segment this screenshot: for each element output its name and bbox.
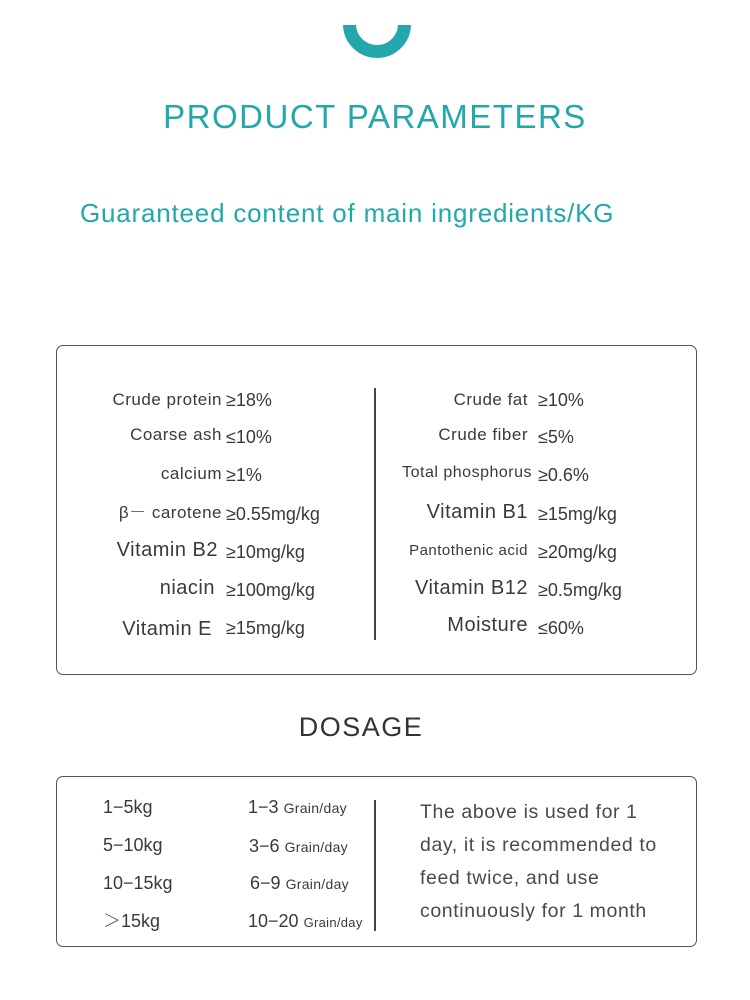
parameters-divider — [374, 388, 376, 640]
param-name-crude-protein: Crude protein — [112, 390, 222, 409]
param-name-vitamin-b1: Vitamin B1 — [426, 501, 528, 523]
param-value-crude-fiber: ≤5% — [538, 427, 574, 447]
param-name-vitamin-e: Vitamin E — [122, 618, 212, 640]
dosage-weight: 10−15kg — [103, 873, 173, 893]
param-name-total-phosphorus: Total phosphorus — [402, 464, 532, 481]
dosage-amount-value: 6−9 — [250, 873, 281, 893]
subtitle: Guaranteed content of main ingredients/KG — [80, 198, 615, 228]
param-name-beta-carotene: β－ carotene — [118, 503, 222, 522]
param-name-moisture: Moisture — [447, 614, 528, 636]
param-name-coarse-ash: Coarse ash — [130, 425, 222, 444]
param-value-crude-fat: ≥10% — [538, 390, 584, 410]
param-name-niacin: niacin — [159, 577, 215, 599]
dosage-amount-unit: Grain/day — [303, 915, 363, 930]
param-name-vitamin-b12: Vitamin B12 — [415, 577, 528, 599]
dosage-amount — [248, 798, 347, 816]
dosage-weight: 1−5kg — [103, 797, 153, 817]
dosage-amount — [250, 874, 349, 892]
param-value-vitamin-b2: ≥10mg/kg — [226, 542, 305, 562]
param-value-niacin: ≥100mg/kg — [226, 580, 315, 600]
dosage-note: The above is used for 1 day, it is recommended to feed twice, and use continuously for 1 month — [420, 801, 657, 922]
decorative-arc-icon — [343, 0, 411, 58]
param-value-beta-carotene: ≥0.55mg/kg — [226, 504, 320, 524]
param-value-vitamin-b12: ≥0.5mg/kg — [538, 580, 622, 600]
param-value-vitamin-b1: ≥15mg/kg — [538, 504, 617, 524]
dosage-weight: 5−10kg — [103, 835, 163, 855]
dosage-amount — [248, 912, 363, 930]
dosage-amount-value: 1−3 — [248, 797, 279, 817]
param-value-pantothenic-acid: ≥20mg/kg — [538, 542, 617, 562]
param-name-crude-fiber: Crude fiber — [438, 425, 528, 444]
param-value-coarse-ash: ≤10% — [226, 427, 272, 447]
dosage-amount-value: 10−20 — [248, 911, 299, 931]
param-value-moisture: ≤60% — [538, 618, 584, 638]
dosage-amount-unit: Grain/day — [283, 800, 347, 816]
dosage-weight: ＞15kg — [103, 911, 161, 931]
dosage-title: DOSAGE — [298, 712, 424, 742]
param-value-crude-protein: ≥18% — [226, 390, 272, 410]
dosage-amount-unit: Grain/day — [285, 876, 349, 892]
param-name-crude-fat: Crude fat — [453, 390, 528, 409]
page-title: PRODUCT PARAMETERS — [163, 98, 587, 135]
param-value-total-phosphorus: ≥0.6% — [538, 465, 589, 485]
param-name-vitamin-b2: Vitamin B2 — [116, 539, 218, 561]
param-value-calcium: ≥1% — [226, 465, 262, 485]
dosage-amount — [249, 837, 348, 855]
param-name-calcium: calcium — [160, 464, 222, 483]
param-value-vitamin-e: ≥15mg/kg — [226, 618, 305, 638]
dosage-divider — [374, 800, 376, 931]
dosage-amount-unit: Grain/day — [284, 839, 348, 855]
param-name-pantothenic-acid: Pantothenic acid — [409, 542, 528, 559]
dosage-amount-value: 3−6 — [249, 836, 280, 856]
